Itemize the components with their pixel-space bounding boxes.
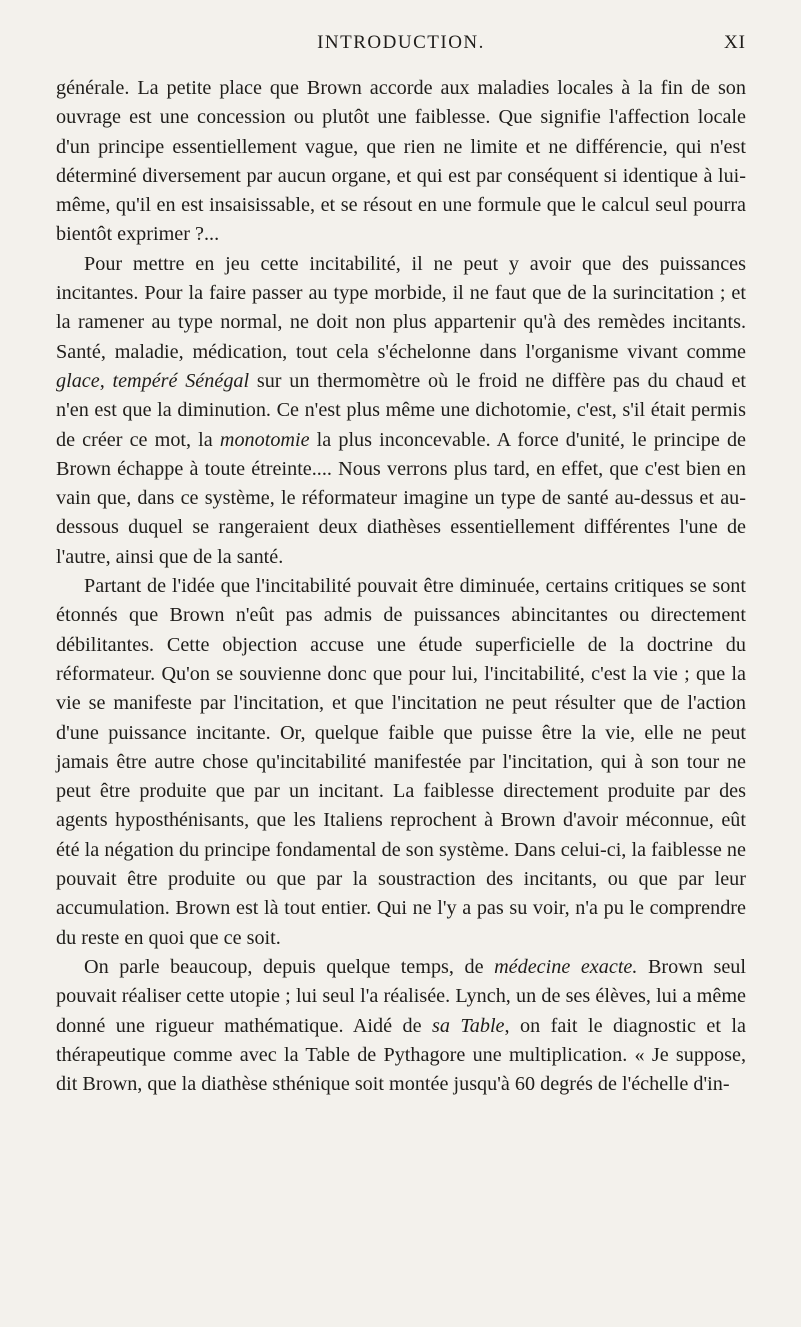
text-run: On parle beaucoup, depuis quelque temps, de	[84, 955, 495, 978]
running-head	[56, 26, 746, 64]
text-run: sur un thermomètre où le froid ne diffère pas du chaud et n'en est que la diminution. Ce n'est plus même une dichotomie, c'est, s'il était permis de créer ce mot, la	[56, 369, 747, 451]
running-title: INTRODUCTION.	[317, 32, 485, 53]
paragraph-1	[56, 74, 746, 250]
italic-run: glace, tempéré Sénégal	[56, 369, 250, 392]
italic-run: médecine exacte.	[494, 955, 638, 978]
text-run: générale. La petite place que Brown accorde aux maladies locales à la fin de son ouvrage est une concession ou plutôt une faiblesse. Que signifie l'affection locale d'un principe essentiellement vague, que rien ne limite et ne différencie, qui n'est déterminé diversement par aucun organe, et qui est par conséquent si identique à lui-même, qu'il en est insaisissable, et se résout en une formule que le calcul seul pourra bientôt exprimer ?...	[56, 77, 746, 246]
text-run: Pour mettre en jeu cette incitabilité, il ne peut y avoir que des puissances incitantes. Pour la faire passer au type morbide, il ne faut que de la surincitation ; et la ramener au type normal, ne doit non plus appartenir qu'à des remèdes incitants. Santé, maladie, médication, tout cela s'échelonne dans l'organisme vivant comme	[56, 252, 746, 363]
page-number: XI	[723, 32, 746, 53]
text-run: , on fait le diagnostic et la thérapeutique comme avec la Table de Pythagore une multiplication. « Je suppose, dit Brown, que la diathèse sthénique soit montée jusqu'à 60 degrés de l'échelle d'in-	[56, 1014, 746, 1096]
paragraph-4	[56, 953, 746, 1099]
paragraph-2	[56, 250, 746, 572]
italic-run: monotomie	[219, 428, 310, 451]
text-run: Brown seul pouvait réaliser cette utopie ; lui seul l'a réalisée. Lynch, un de ses élèves, lui a même donné une rigueur mathématique. Aidé de	[56, 955, 746, 1037]
body-text	[56, 74, 746, 1099]
paragraph-3	[56, 572, 746, 953]
text-run: Partant de l'idée que l'incitabilité pouvait être diminuée, certains critiques se sont étonnés que Brown n'eût pas admis de puissances abincitantes ou directement débilitantes. Cette objection accuse une étude superficielle de la doctrine du réformateur. Qu'on se souvienne donc que pour lui, l'incitabilité, c'est la vie ; que la vie se manifeste par l'incitation, et que l'incitation ne peut résulter que de l'action d'une puissance incitante. Or, quelque faible que puisse être la vie, elle ne peut jamais être autre chose qu'incitabilité manifestée par l'incitation, qui à son tour ne peut être produite que par un incitant. La faiblesse directement produite par des agents hyposthénisants, que les Italiens reprochent à Brown d'avoir méconnue, eût été la négation du principe fondamental de son système. Dans celui-ci, la faiblesse ne pouvait être produite ou que par la soustraction des incitants, ou que par leur accumulation. Brown est là tout entier. Qui ne l'y a pas su voir, n'a pu le comprendre du reste en quoi que ce soit.	[56, 575, 746, 949]
text-run: la plus inconcevable. A force d'unité, le principe de Brown échappe à toute étreinte.... Nous verrons plus tard, en effet, que c'est bien en vain que, dans ce système, le réformateur imagine un type de santé au-dessus et au-dessous duquel se rangeraient deux diathèses essentiellement différentes l'une de l'autre, ainsi que de la santé.	[56, 428, 746, 568]
italic-run: sa Table	[432, 1014, 505, 1037]
book-page	[56, 26, 746, 1099]
